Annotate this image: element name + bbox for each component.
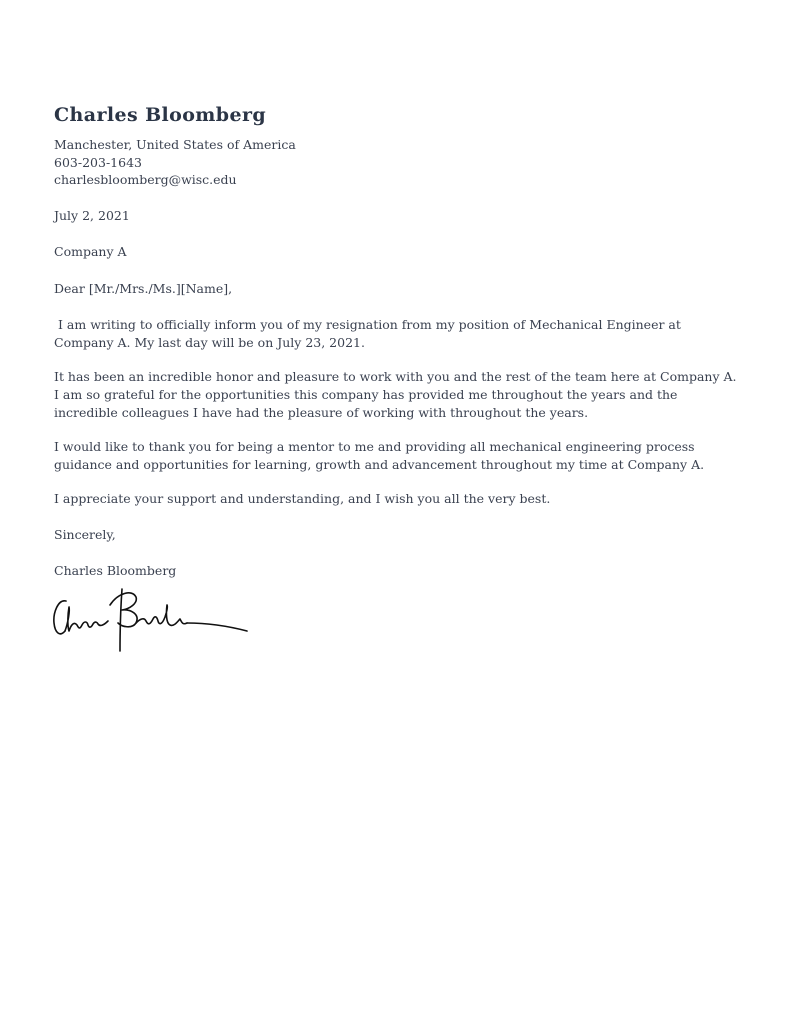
sender-phone: 603-203-1643 <box>54 154 142 170</box>
recipient-company: Company A <box>54 244 127 260</box>
signature-icon <box>52 583 252 657</box>
sender-location: Manchester, United States of America <box>54 137 296 152</box>
body-paragraph-4: I appreciate your support and understanding, and I wish you all the very best. <box>54 491 551 507</box>
sender-name: Charles Bloomberg <box>54 104 267 126</box>
body-paragraph-3: I would like to thank you for being a mentor to me and providing all mechanical engineering process guidance and opportunities for learning, growth and advancement throughout my time at Company A. <box>54 439 705 472</box>
body-paragraph-1: I am writing to officially inform you of my resignation from my position of Mechanical Engineer at Company A. My last day will be on July 23, 2021. <box>54 317 681 350</box>
letter-greeting: Dear [Mr./Mrs./Ms.][Name], <box>54 280 233 296</box>
letter-closing: Sincerely, <box>54 527 116 543</box>
body-paragraph-2: It has been an incredible honor and pleasure to work with you and the rest of the team here at Company A. I am so grateful for the opportunities this company has provided me throughout the years and the incredible colleagues I have had the pleasure of working with throughout the years. <box>54 369 737 420</box>
letter-page <box>54 100 744 657</box>
signer-name: Charles Bloomberg <box>54 562 177 578</box>
sender-email: charlesbloomberg@wisc.edu <box>54 172 237 187</box>
letter-date: July 2, 2021 <box>54 207 130 223</box>
